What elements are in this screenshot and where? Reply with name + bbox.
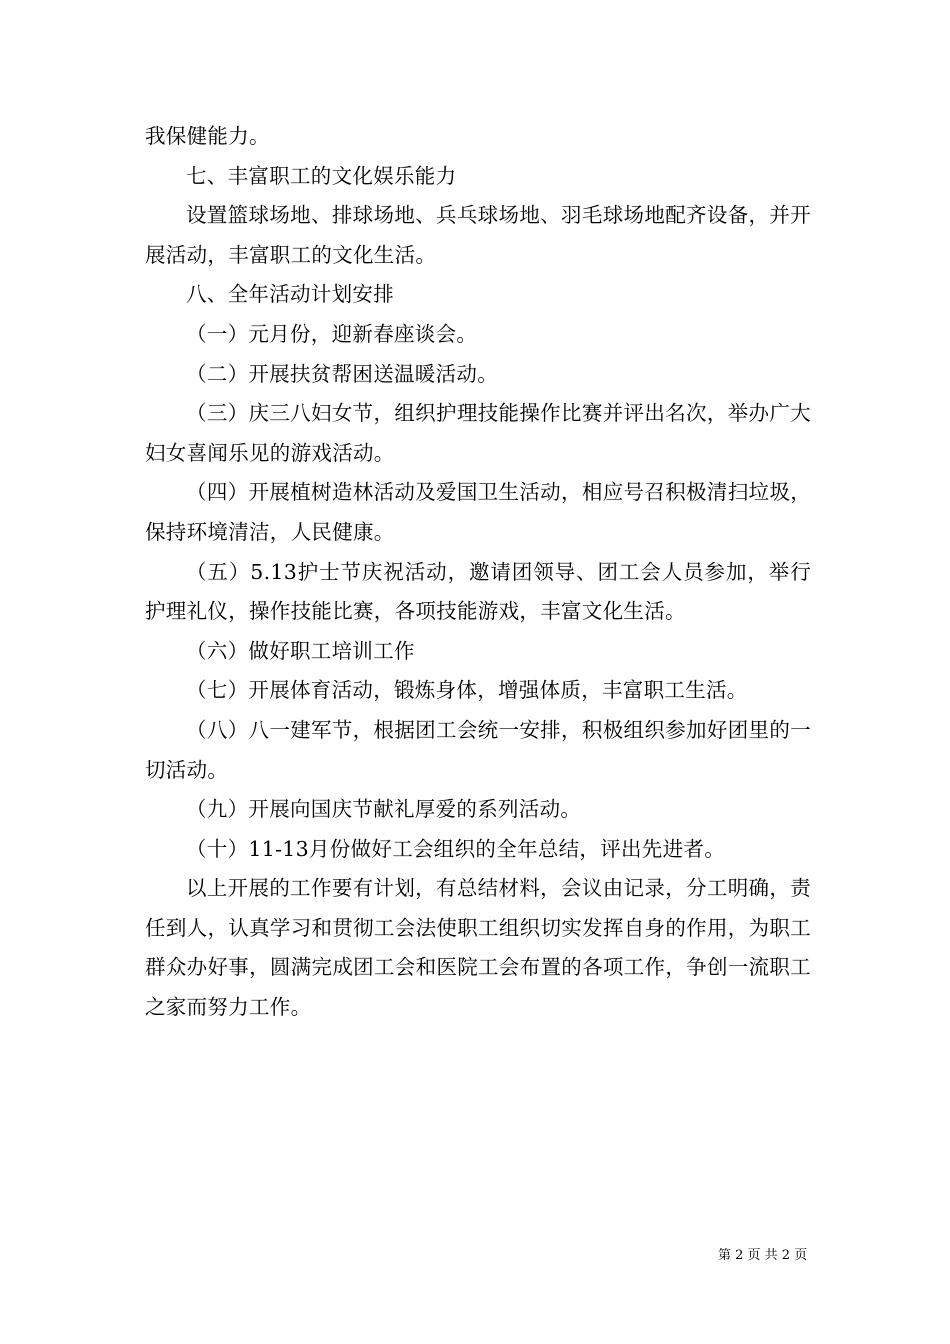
plan-item-1: （一）元月份，迎新春座谈会。 <box>186 321 478 346</box>
plan-item-10: （十）11-13月份做好工会组织的全年总结，评出先进者。 <box>186 836 725 861</box>
section-heading-eight: 八、全年活动计划安排 <box>186 282 394 307</box>
page-number-footer: 第 2 页 共 2 页 <box>718 1248 808 1263</box>
paragraph-conclusion: 以上开展的工作要有计划，有总结材料，会议由记录，分工明确，责任到人，认真学习和贯彻工会法使职工组织切实发挥自身的作用，为职工群众办好事，圆满完成团工会和医院工会布置的各项工作，争创一流职工之家而努力工作。 <box>145 876 811 1020</box>
plan-item-5: （五）5.13护士节庆祝活动，邀请团领导、团工会人员参加，举行护理礼仪，操作技能比赛，各项技能游戏，丰富文化生活。 <box>145 559 811 624</box>
paragraph-facilities: 设置篮球场地、排球场地、兵乓球场地、羽毛球场地配齐设备，并开展活动，丰富职工的文化生活。 <box>145 203 811 267</box>
section-heading-seven: 七、丰富职工的文化娱乐能力 <box>186 163 457 188</box>
plan-item-8: （八）八一建军节，根据团工会统一安排，积极组织参加好团里的一切活动。 <box>145 717 811 782</box>
plan-item-9: （九）开展向国庆节献礼厚爱的系列活动。 <box>186 797 582 822</box>
plan-item-4: （四）开展植树造林活动及爱国卫生活动，相应号召积极清扫垃圾，保持环境清洁，人民健康。 <box>145 480 811 544</box>
document-body <box>145 117 811 1028</box>
plan-item-7: （七）开展体育活动，锻炼身体，增强体质，丰富职工生活。 <box>186 678 748 703</box>
paragraph-continuation: 我保健能力。 <box>145 124 270 148</box>
plan-item-2: （二）开展扶贫帮困送温暖活动。 <box>186 361 498 386</box>
plan-item-3: （三）庆三八妇女节，组织护理技能操作比赛并评出名次，举办广大妇女喜闻乐见的游戏活动。 <box>145 401 811 465</box>
plan-item-6: （六）做好职工培训工作 <box>186 638 415 663</box>
